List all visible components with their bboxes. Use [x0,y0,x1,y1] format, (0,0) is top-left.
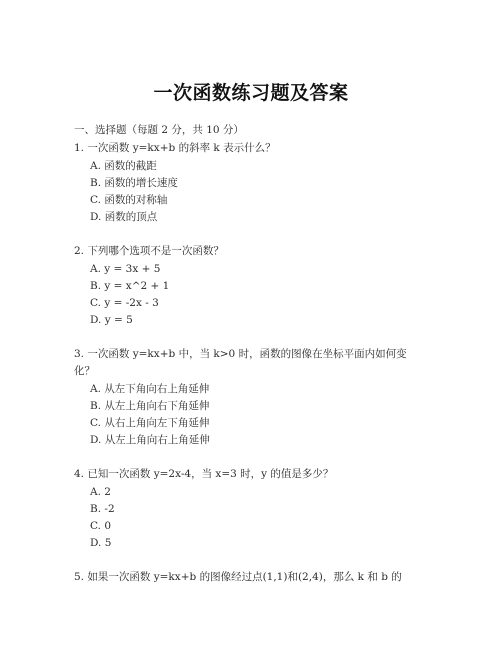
question-3-option-b: B. 从左上角向右下角延伸 [90,400,210,412]
question-2-option-b: B. y = x^2 + 1 [90,280,170,292]
question-4-option-a: A. 2 [90,486,111,498]
question-1-option-c: C. 函数的对称轴 [90,194,168,206]
question-2-option-c: C. y = -2x - 3 [90,297,159,309]
question-1-option-d: D. 函数的顶点 [90,211,158,223]
question-2-option-a: A. y = 3x + 5 [90,263,161,275]
question-4-option-c: C. 0 [90,520,112,532]
question-1-option-a: A. 函数的截距 [90,160,157,172]
question-2-option-d: D. y = 5 [90,314,133,326]
question-3-option-a: A. 从左下角向右上角延伸 [90,383,210,395]
question-3-option-d: D. 从左上角向右上角延伸 [90,434,210,446]
question-3-stem-line-2: 化？ [74,365,95,377]
question-4-option-b: B. -2 [90,503,115,515]
question-1-stem: 1. 一次函数 y=kx+b 的斜率 k 表示什么？ [74,142,276,154]
question-3-stem-line-1: 3. 一次函数 y=kx+b 中，当 k>0 时，函数的图像在坐标平面内如何变 [74,348,407,360]
question-3-option-c: C. 从右上角向左下角延伸 [90,417,210,429]
question-2-stem: 2. 下列哪个选项不是一次函数？ [74,245,224,257]
document-title: 一次函数练习题及答案 [153,82,349,104]
question-1-option-b: B. 函数的增长速度 [90,177,178,189]
question-4-option-d: D. 5 [90,537,112,549]
section-heading: 一、选择题（每题 2 分，共 10 分） [74,124,244,136]
question-5-stem: 5. 如果一次函数 y=kx+b 的图像经过点(1,1)和(2,4)，那么 k 和 b 的 [74,571,402,583]
question-4-stem: 4. 已知一次函数 y=2x-4，当 x=3 时，y 的值是多少？ [74,468,334,480]
